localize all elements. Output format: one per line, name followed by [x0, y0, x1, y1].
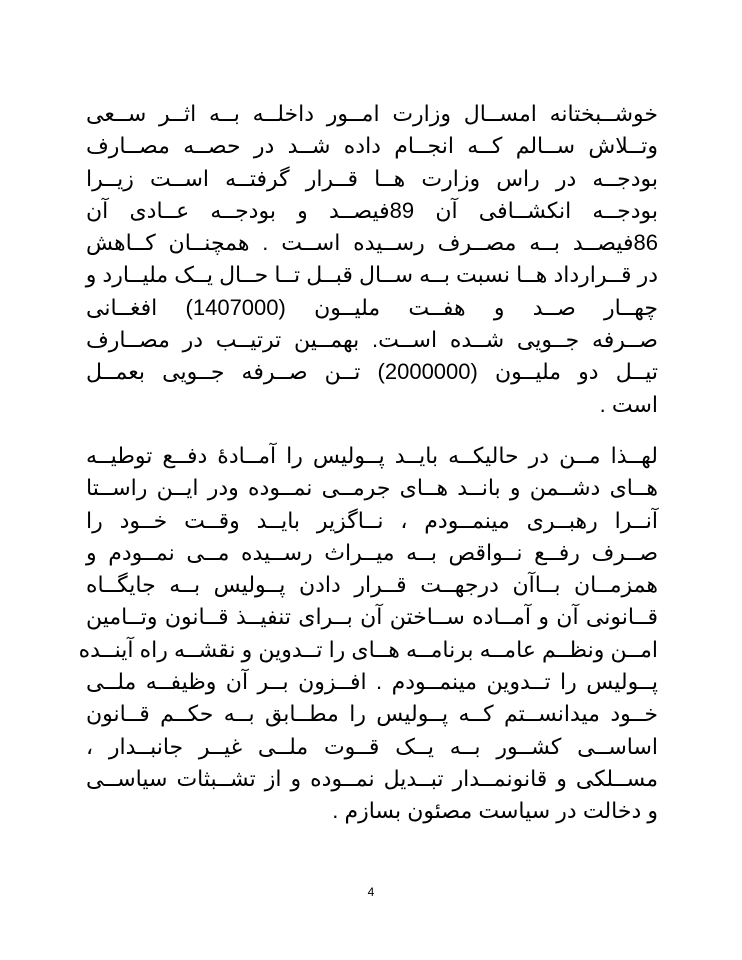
text-line: قــانونی آن و آمــاده ســاختن آن بــرای تنفیــذ قــانون وتــامین — [86, 604, 658, 630]
text-line: 86فیصــد بــه مصــرف رســیده اســت . همچنــان کــاهش — [86, 230, 658, 256]
text-line: مســلکی و قانونمــدار تبــدیل نمــوده و از تشــبثات سیاســی — [86, 765, 658, 791]
text-line: صــرف رفــع نــواقص بــه میــراث رســیده مــی نمــودم و — [86, 539, 658, 565]
text-line: پــولیس را تــدوین مینمــودم . افــزون بــر آن وظیفــه ملــی — [86, 669, 658, 695]
text-line: خوشــبختانه امســال وزارت امــور داخلــه بــه اثــر ســعی — [86, 101, 658, 126]
page-number: 4 — [367, 885, 375, 899]
paragraph-2 — [78, 440, 658, 828]
text-line: همزمــان بــاآن درجهــت قــرار دادن پــولیس بــه جایگــاه — [86, 572, 658, 598]
text-line: چهــار صــد و هفــت ملیــون (1407000) افغــانی — [86, 294, 659, 320]
text-line: صــرفه جــویی شــده اســت. بهمــین ترتیــب در مصــارف — [86, 327, 658, 353]
text-line: اساســی کشــور بــه یــک قــوت ملــی غیــر جانبــدار ، — [86, 733, 658, 759]
text-line: امــن ونظــم عامــه برنامــه هــای را تــدوین و نقشــه راه آینــده — [78, 636, 658, 662]
text-line: وتــلاش ســالم کــه انجــام داده شــد در حصــه مصــارف — [86, 133, 658, 159]
text-line: هــای دشــمن و بانــد هــای جرمــی نمــوده ودر ایــن راســتا — [86, 475, 658, 501]
text-line: است . — [599, 391, 658, 417]
text-line: در قــرارداد هــا نسبت بــه ســال قبــل تــا حــال یــک ملیــارد و — [85, 262, 658, 288]
text-line: لهــذا مــن در حالیکــه بایــد پــولیس را آمــادۀ دفــع توطیــه — [86, 443, 658, 468]
text-line: تیــل دو ملیــون (2000000) تــن صــرفه جــویی بعمــل — [86, 359, 659, 385]
text-line: خــود میدانســتم کــه پــولیس را مطــابق بــه حکــم قــانون — [86, 701, 658, 727]
text-line: بودجــه انکشــافی آن 89فیصــد و بودجــه عــادی آن — [86, 197, 658, 223]
text-line: آنــرا رهبــری مینمــودم ، نــاگزیر بایــد وقــت خــود را — [86, 507, 658, 533]
text-line: و دخالت در سیاست مصئون بسازم . — [332, 798, 658, 824]
paragraph-1 — [86, 98, 658, 421]
text-line: بودجــه در راس وزارت هــا قــرار گرفتــه اســت زیــرا — [86, 165, 658, 191]
